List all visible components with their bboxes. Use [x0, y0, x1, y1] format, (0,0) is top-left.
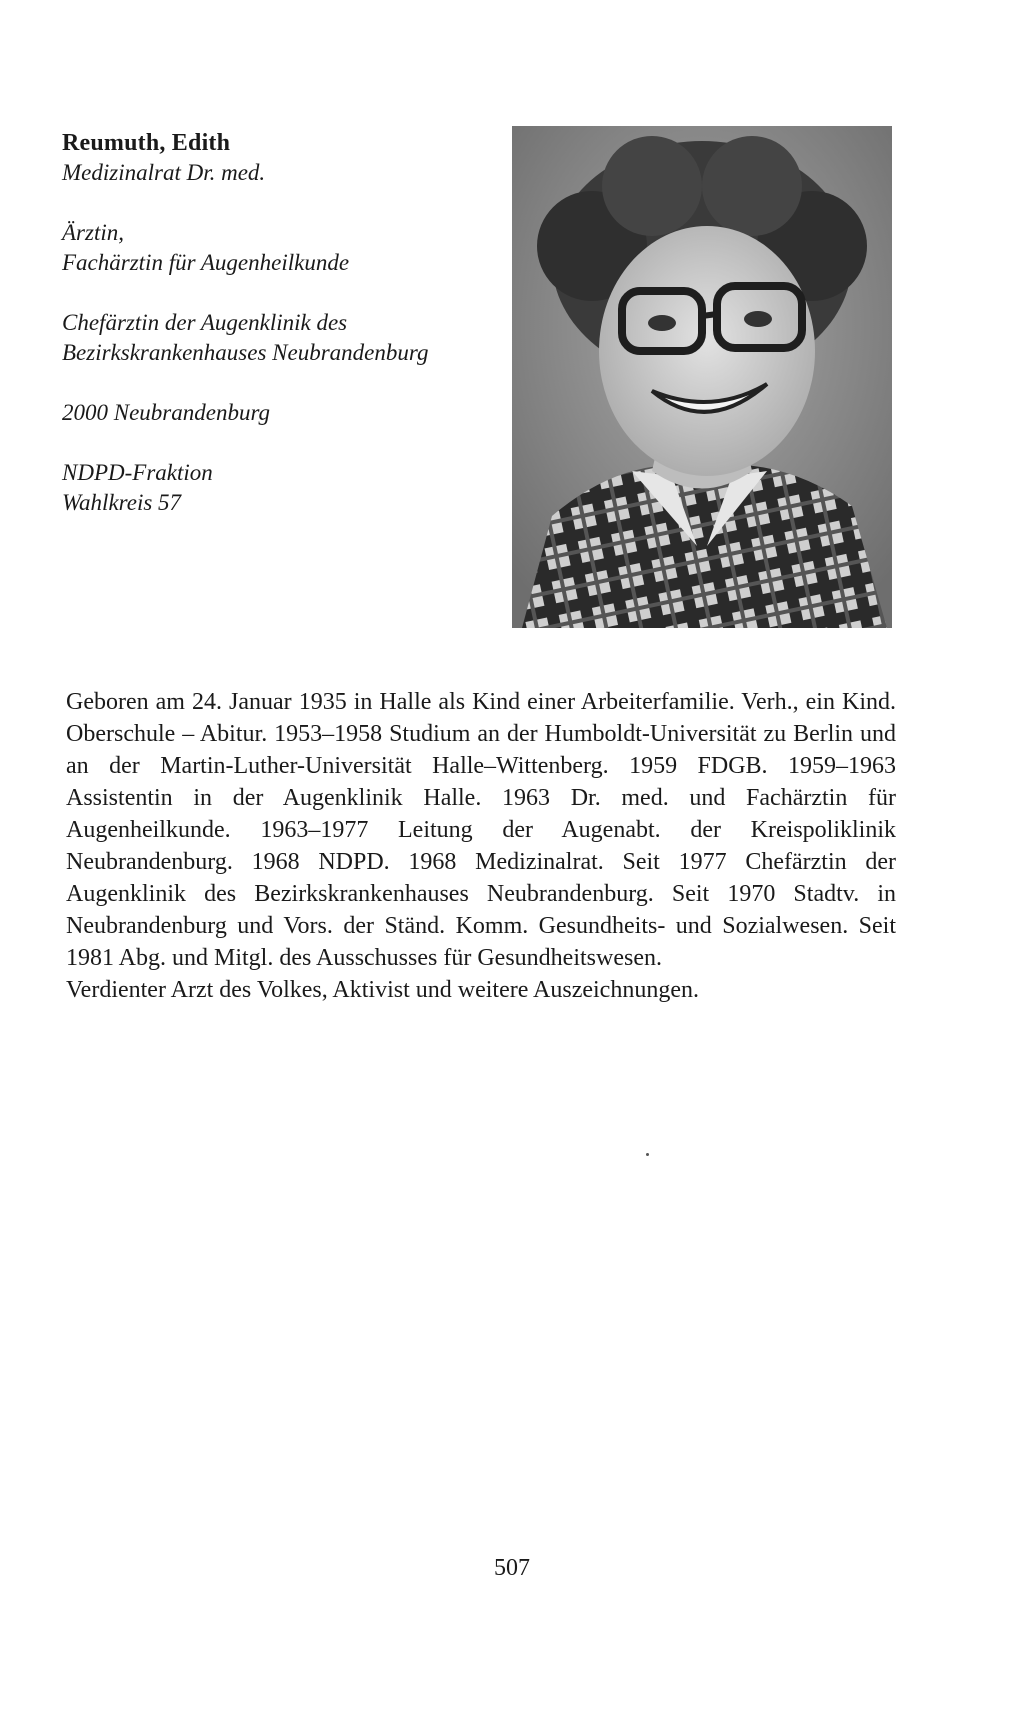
position-line-2: Bezirkskrankenhauses Neubrandenburg: [62, 340, 429, 365]
person-name: Reumuth, Edith: [62, 130, 231, 156]
biography-awards: Verdienter Arzt des Volkes, Aktivist und weitere Auszeichnungen.: [66, 977, 699, 1003]
entry-header: [62, 128, 502, 518]
address: 2000 Neubrandenburg: [62, 400, 271, 425]
faction: NDPD-Fraktion: [62, 460, 213, 485]
academic-title: Medizinalrat Dr. med.: [62, 160, 266, 185]
page-number: 507: [494, 1555, 530, 1581]
biography: [66, 686, 896, 1006]
portrait-photo: [512, 126, 892, 628]
profession-line-2: Fachärztin für Augenheilkunde: [62, 250, 350, 275]
position-line-1: Chefärztin der Augenklinik des: [62, 310, 348, 335]
biography-paragraph: Geboren am 24. Januar 1935 in Halle als Kind einer Arbeiterfamilie. Verh., ein Kind. Oberschule – Abitur. 1953–1958 Studium an der Humboldt-Universität zu Berlin und an der Martin-Luther-Universität Halle–Wittenberg. 1959 FDGB. 1959–1963 Assistentin in der Augenklinik Halle. 1963 Dr. med. und Fachärztin für Augenheilkunde. 1963–1977 Leitung der Augenabt. der Kreispoliklinik Neubrandenburg. 1968 NDPD. 1968 Medizinalrat. Seit 1977 Chefärztin der Augenklinik des Bezirkskrankenhauses Neubrandenburg. Seit 1970 Stadtv. in Neubrandenburg und Vors. der Ständ. Komm. Gesundheits- und Sozialwesen. Seit 1981 Abg. und Mitgl. des Ausschusses für Gesundheitswesen.: [66, 689, 896, 971]
profession-line-1: Ärztin,: [62, 220, 124, 245]
constituency: Wahlkreis 57: [62, 490, 182, 515]
scan-speck: [646, 1153, 649, 1156]
